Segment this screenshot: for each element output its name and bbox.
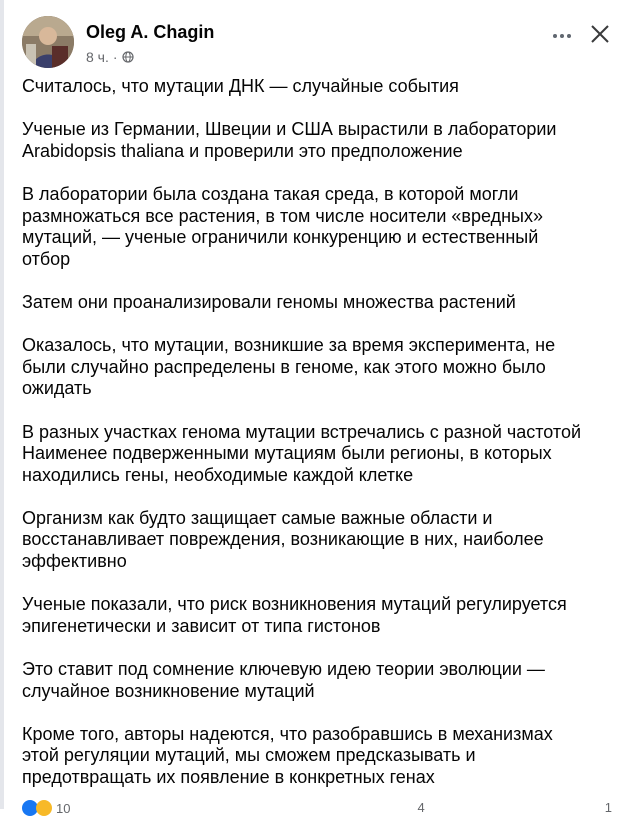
reaction-count: 10 (56, 800, 71, 816)
author-name[interactable]: Oleg A. Chagin (86, 22, 215, 42)
post-footer (22, 800, 620, 820)
post-paragraph: Ученые показали, что риск возникновения мутаций регулируется эпигенетически и зависит от типа гистонов (22, 594, 567, 636)
more-dots-icon (560, 34, 564, 38)
post-header (22, 16, 620, 72)
more-dots-icon (553, 34, 557, 38)
post-body (22, 76, 618, 810)
share-count[interactable]: 1 (604, 800, 612, 815)
post-paragraph: Ученые из Германии, Швеции и США вырастили в лаборатории Arabidopsis thaliana и проверили это предположение (22, 119, 557, 161)
card-edge (0, 0, 4, 809)
post-paragraph: Затем они проанализировали геномы множества растений (22, 291, 516, 312)
post-paragraph: Считалось, что мутации ДНК — случайные события (22, 76, 459, 96)
post-time[interactable]: 8 ч. (86, 49, 109, 65)
engagement-counts (418, 800, 612, 815)
avatar[interactable] (22, 16, 74, 68)
post-paragraph: Оказалось, что мутации, возникшие за время эксперимента, не были случайно распределены в геноме, как этого можно было ожидать (22, 335, 556, 399)
reactions-summary[interactable] (22, 800, 70, 816)
more-dots-icon (567, 34, 571, 38)
meta-separator: · (112, 49, 118, 65)
post-meta (86, 49, 134, 65)
post-paragraph: Это ставит под сомнение ключевую идею теории эволюции — случайное возникновение мутаций (22, 659, 545, 701)
more-options-button[interactable] (548, 24, 576, 48)
post-paragraph: В разных участках генома мутации встречались с разной частотой Наименее подверженными мутациям были регионы, в которых находились гены, необходимые каждой клетке (22, 421, 582, 485)
avatar-photo (22, 16, 74, 68)
comment-count[interactable]: 4 (417, 800, 425, 815)
post-paragraph: Организм как будто защищает самые важные области и восстанавливает повреждения, возникающие в них, наиболее эффективно (22, 507, 544, 572)
post-paragraph: Кроме того, авторы надеются, что разобравшись в механизмах этой регуляции мутаций, мы сможем предсказывать и предотвращать их появление в конкретных генах (22, 723, 553, 787)
globe-icon[interactable] (122, 51, 134, 63)
haha-reaction-icon (36, 800, 52, 816)
close-icon[interactable] (586, 20, 614, 48)
post-paragraph: В лаборатории была создана такая среда, в которой могли размножаться все растения, в том числе носители «вредных» мутаций, — ученые ограничили конкуренцию и естественный отбор (22, 183, 543, 269)
